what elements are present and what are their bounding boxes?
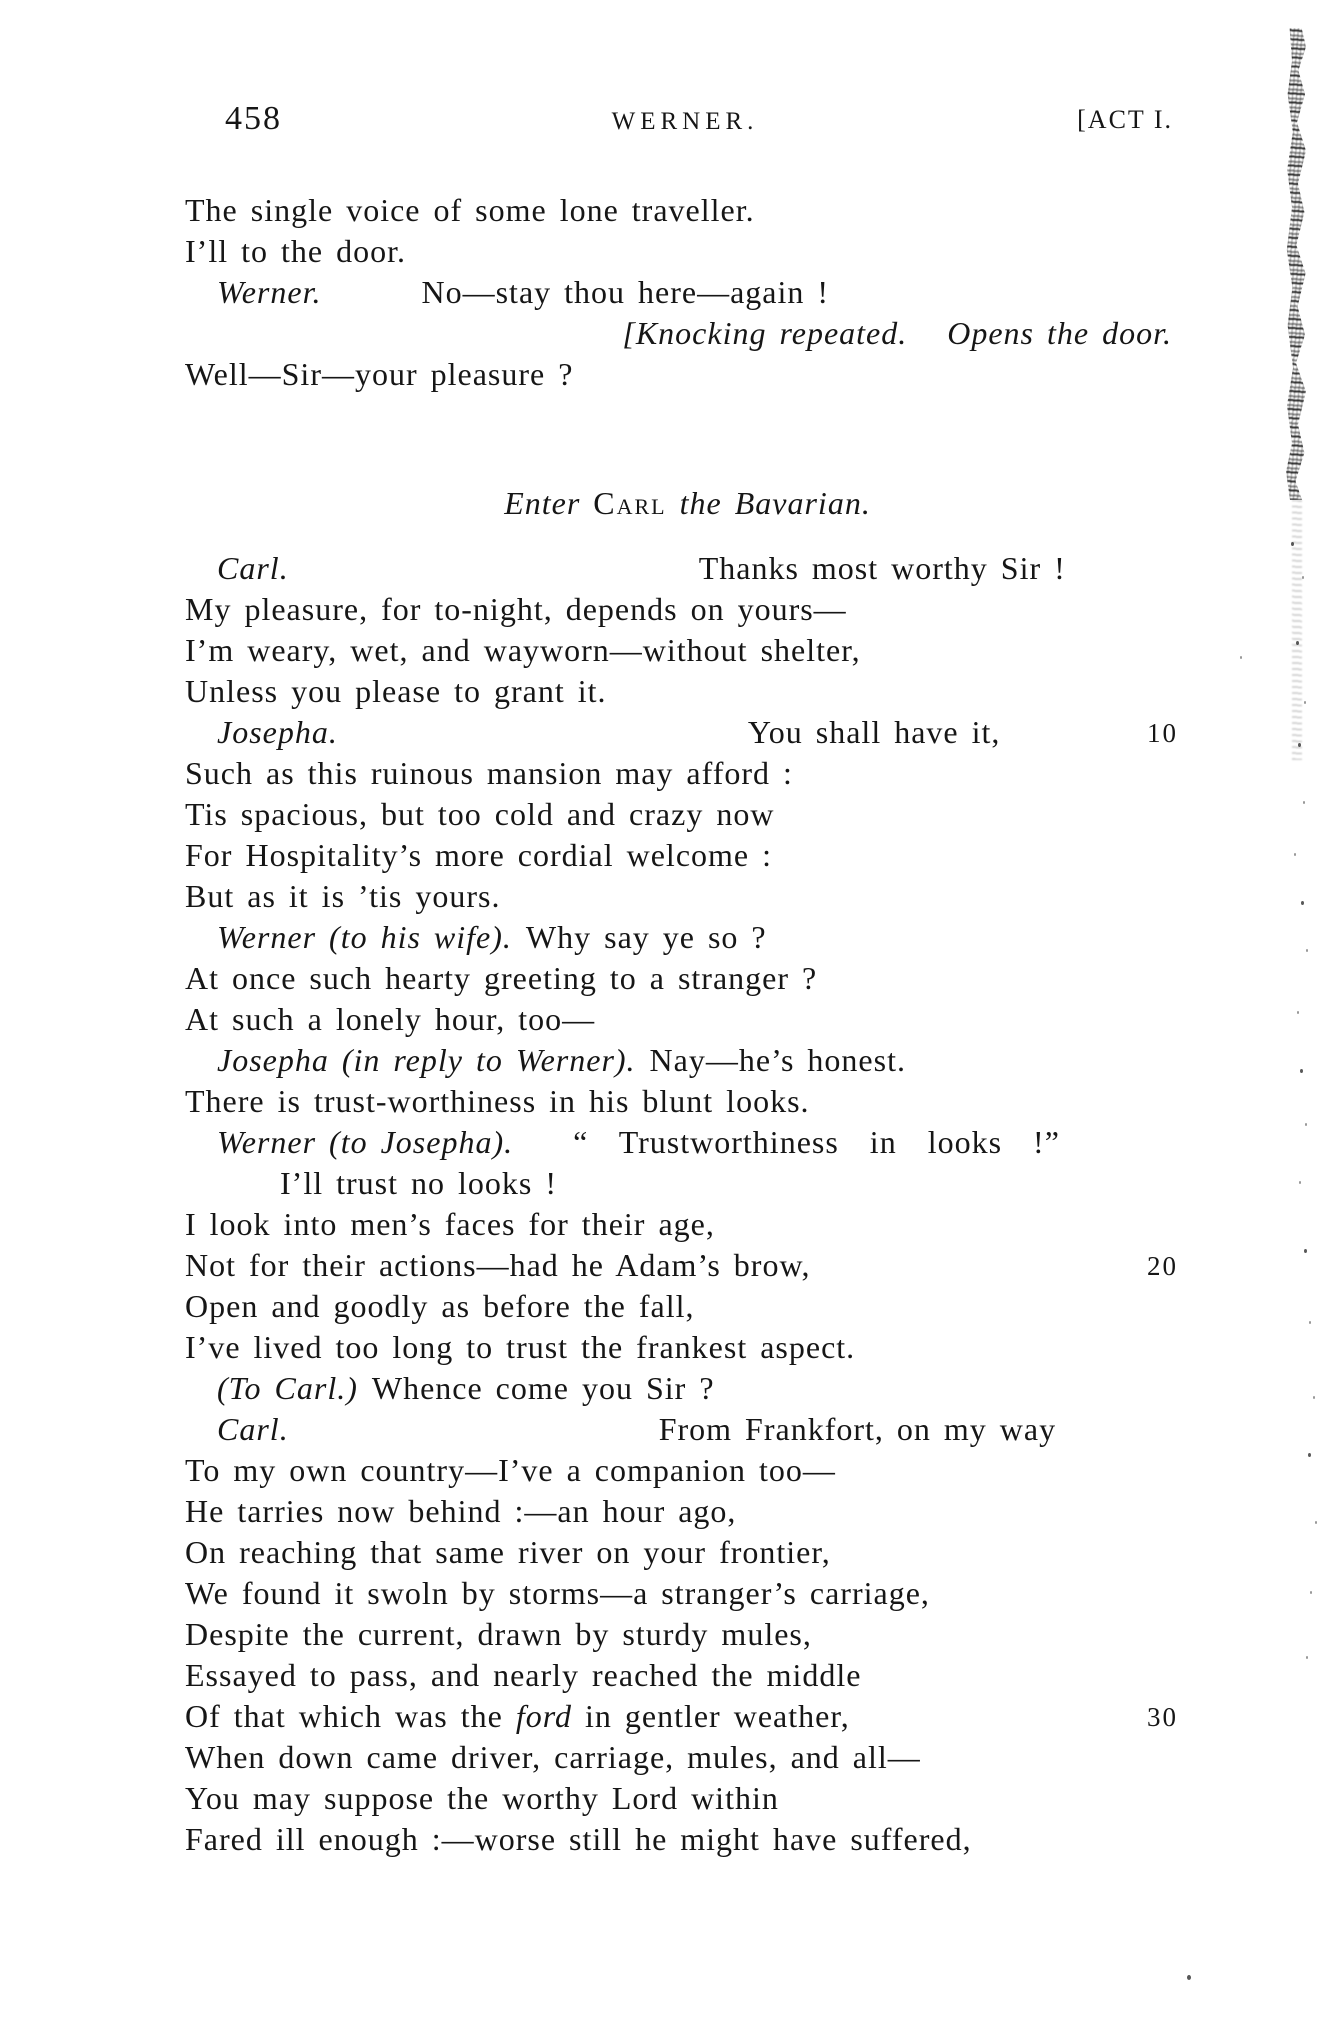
line-segment: I’m weary, wet, and wayworn—without shelter, [185, 632, 861, 668]
scan-speck [1240, 656, 1242, 659]
text-line [185, 1696, 1190, 1737]
text-line [185, 190, 1190, 231]
scan-speck [1297, 1011, 1299, 1014]
line-segment: Whence come you Sir ? [371, 1370, 715, 1406]
text-line [185, 589, 1190, 630]
scan-speck [1291, 542, 1294, 546]
line-segment: To my own country—I’ve a companion too— [185, 1452, 836, 1488]
scan-speck [1304, 1249, 1307, 1253]
line-segment: Well—Sir—your pleasure ? [185, 356, 574, 392]
text-line [185, 1532, 1190, 1573]
verse-line-number: 30 [1147, 1702, 1178, 1732]
text-block [185, 190, 1190, 1860]
line-segment: Unless you please to grant it. [185, 673, 607, 709]
line-segment: [Knocking repeated. [622, 315, 908, 351]
line-segment: On reaching that same river on your frontier, [185, 1534, 831, 1570]
scan-speck [1303, 801, 1305, 804]
line-segment: Opens the door. [947, 315, 1172, 351]
line-segment: My pleasure, for to-night, depends on yours— [185, 591, 847, 627]
line-segment: At such a lonely hour, too— [185, 1001, 596, 1037]
scan-speck [1309, 1321, 1311, 1324]
scan-speck [1304, 701, 1306, 704]
text-line [185, 1819, 1190, 1860]
line-segment: I’ve lived too long to trust the frankest aspect. [185, 1329, 856, 1365]
scan-speck [1299, 1181, 1301, 1184]
text-line [185, 712, 1190, 753]
scan-speck [1306, 949, 1308, 952]
line-segment: Despite the current, drawn by sturdy mules, [185, 1616, 812, 1652]
running-title: WERNER. [611, 108, 759, 135]
line-segment: I look into men’s faces for their age, [185, 1206, 715, 1242]
scan-edge-artifact-faint [1292, 500, 1302, 760]
line-segment: in gentler weather, [571, 1698, 850, 1734]
line-segment: At once such hearty greeting to a stranger ? [185, 960, 818, 996]
verse-line-number: 20 [1147, 1251, 1178, 1281]
line-segment: Of that which was the [185, 1698, 516, 1734]
text-line [185, 1081, 1190, 1122]
text-line [185, 1409, 1190, 1450]
verse-line-number: 10 [1147, 718, 1178, 748]
line-segment: Carl. [217, 550, 289, 586]
text-line [185, 1655, 1190, 1696]
text-line [185, 1778, 1190, 1819]
scene-entrance-direction [185, 483, 1190, 524]
line-segment: You may suppose the worthy Lord within [185, 1780, 779, 1816]
text-line [185, 630, 1190, 671]
text-line [185, 1122, 1190, 1163]
text-line [185, 958, 1190, 999]
page-number: 458 [225, 100, 282, 137]
line-segment: You shall have it, [747, 714, 1001, 750]
line-segment: He tarries now behind :—an hour ago, [185, 1493, 737, 1529]
scan-speck [1300, 1069, 1303, 1073]
line-segment: Tis spacious, but too cold and crazy now [185, 796, 775, 832]
scan-speck [1310, 1591, 1312, 1594]
line-segment: When down came driver, carriage, mules, and all— [185, 1739, 921, 1775]
line-segment: From Frankfort, on my way [658, 1411, 1057, 1447]
line-segment: Nay—he’s honest. [649, 1042, 906, 1078]
act-label: [ACT I. [1077, 105, 1173, 134]
line-segment: Josepha (in reply to Werner). [217, 1042, 636, 1078]
text-line [185, 1163, 1190, 1204]
text-line [185, 354, 1190, 395]
text-line [185, 753, 1190, 794]
text-line [185, 1491, 1190, 1532]
text-line [185, 1614, 1190, 1655]
text-line [185, 1737, 1190, 1778]
line-segment: Open and goodly as before the fall, [185, 1288, 695, 1324]
text-line [185, 272, 1190, 313]
line-segment: For Hospitality’s more cordial welcome : [185, 837, 772, 873]
text-line [185, 1245, 1190, 1286]
line-segment: Josepha. [217, 714, 338, 750]
line-segment: the Bavarian. [666, 485, 871, 521]
line-segment: “ Trustworthiness in looks !” [573, 1124, 1060, 1160]
text-line [185, 794, 1190, 835]
line-segment: Essayed to pass, and nearly reached the middle [185, 1657, 862, 1693]
scan-speck [1315, 1521, 1317, 1524]
line-segment: There is trust-worthiness in his blunt looks. [185, 1083, 810, 1119]
line-segment: Thanks most worthy Sir ! [698, 550, 1066, 586]
line-segment: I’ll trust no looks ! [280, 1165, 557, 1201]
scan-speck [1313, 1396, 1315, 1399]
scan-speck [1187, 1975, 1191, 1980]
line-segment: Such as this ruinous mansion may afford : [185, 755, 793, 791]
text-line [185, 835, 1190, 876]
line-segment: (To Carl.) [217, 1370, 358, 1406]
text-line [185, 1327, 1190, 1368]
text-line [185, 1573, 1190, 1614]
text-line [185, 1450, 1190, 1491]
scan-speck [1294, 853, 1296, 856]
line-segment: No—stay thou here—again ! [421, 274, 830, 310]
line-segment: I’ll to the door. [185, 233, 406, 269]
text-line [185, 1204, 1190, 1245]
text-line [185, 1368, 1190, 1409]
scan-speck [1302, 576, 1304, 579]
scan-speck [1301, 901, 1304, 905]
text-line [185, 999, 1190, 1040]
text-line [185, 1040, 1190, 1081]
text-line [185, 231, 1190, 272]
line-segment: Werner (to his wife). [217, 919, 512, 955]
line-segment: Carl [593, 485, 667, 521]
text-line [185, 1286, 1190, 1327]
line-segment: We found it swoln by storms—a stranger’s carriage, [185, 1575, 930, 1611]
line-segment: Not for their actions—had he Adam’s brow, [185, 1247, 811, 1283]
text-line [185, 917, 1190, 958]
scan-speck [1305, 1123, 1307, 1126]
line-segment: The single voice of some lone traveller. [185, 192, 755, 228]
scan-speck [1308, 1453, 1311, 1457]
scan-speck [1298, 743, 1301, 747]
scan-edge-artifact [1286, 28, 1306, 500]
scan-speck [1306, 1656, 1308, 1659]
line-segment: Enter [504, 485, 594, 521]
line-segment: Fared ill enough :—worse still he might have suffered, [185, 1821, 972, 1857]
line-segment: Why say ye so ? [525, 919, 767, 955]
line-segment: Carl. [217, 1411, 289, 1447]
text-line [185, 313, 1190, 354]
line-segment: But as it is ’tis yours. [185, 878, 501, 914]
text-line [185, 876, 1190, 917]
line-segment: Werner (to Josepha). [217, 1124, 514, 1160]
scan-speck [1296, 641, 1299, 645]
page-header [185, 100, 1185, 150]
text-line [185, 548, 1190, 589]
line-segment: ford [515, 1698, 572, 1734]
line-segment: Werner. [217, 274, 322, 310]
text-line [185, 671, 1190, 712]
